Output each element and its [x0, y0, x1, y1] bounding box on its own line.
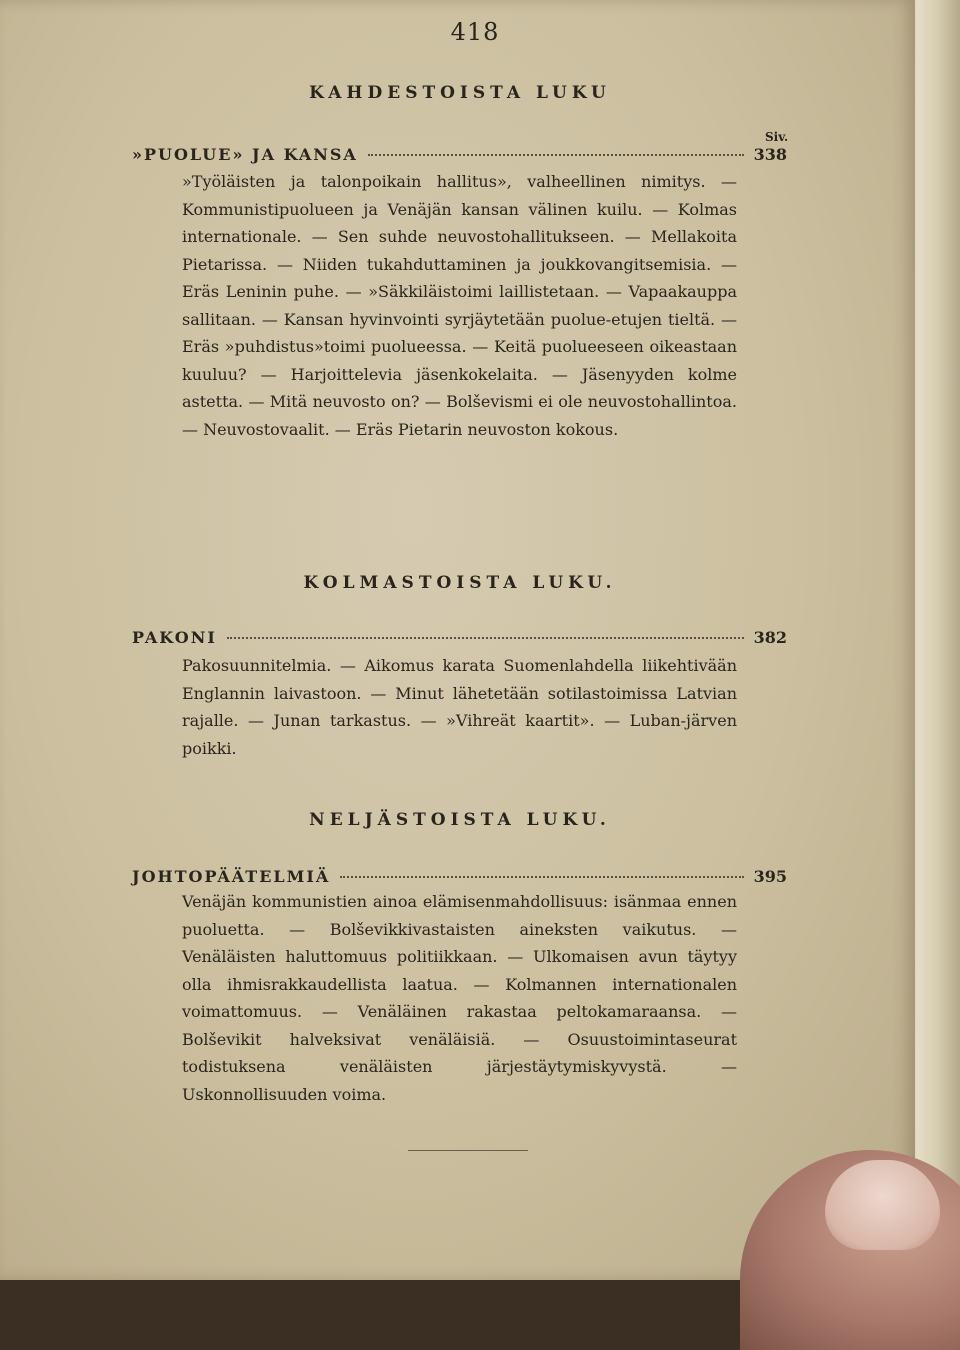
toc-entry-13: [132, 628, 787, 654]
dot-leader: [340, 876, 743, 878]
dot-leader: [227, 637, 744, 639]
chapter-heading-12: KAHDESTOISTA LUKU: [309, 83, 611, 103]
chapter-summary-14: Venäjän kommunistien ainoa elämisenmahdollisuus: isänmaa ennen puoluetta. — Bolševikkivastaisten aineksten vaikutus. — Venäläisten haluttomuus politiikkaan. — Ulkomaisen avun täytyy olla ihmisrakkaudellista laatua. — Kolmannen internationalen voimattomuus. — Venäläinen rakastaa peltokamaraansa. — Bolševikit halveksivat venäläisiä. — Osuustoimintaseurat todistuksena venäläisten järjestäytymiskyvystä. — Uskonnollisuuden voima.: [182, 892, 737, 1104]
dot-leader: [368, 154, 744, 156]
thumbnail: [825, 1160, 940, 1250]
page-column-label: Siv.: [765, 130, 789, 144]
chapter-summary-12: »Työläisten ja talonpoikain hallitus», valheellinen nimitys. — Kommunistipuolueen ja Venäjän kansan välinen kuilu. — Kolmas internationale. — Sen suhde neuvostohallitukseen. — Mellakoita Pietarissa. — Niiden tukahduttaminen ja joukkovangitsemisia. — Eräs Leninin puhe. — »Säkkiläistoimi laillistetaan. — Vapaakauppa sallitaan. — Kansan hyvinvointi syrjäytetään puolue-etujen tieltä. — Eräs »puhdistus»toimi puolueessa. — Keitä puolueeseen oikeastaan kuuluu? — Harjoittelevia jäsenkokelaita. — Jäsenyyden kolme astetta. — Mitä neuvosto on? — Bolševismi ei ole neuvostohallintoa. — Neuvostovaalit. — Eräs Pietarin neuvoston kokous.: [182, 172, 737, 439]
toc-entry-page: 338: [753, 145, 787, 164]
toc-entry-title: »PUOLUE» JA KANSA: [132, 145, 358, 164]
chapter-heading-13: KOLMASTOISTA LUKU.: [303, 573, 617, 593]
toc-entry-title: PAKONI: [132, 628, 217, 647]
page-number: 418: [450, 18, 500, 46]
closing-rule: [408, 1150, 528, 1151]
chapter-heading-14: NELJÄSTOISTA LUKU.: [309, 810, 611, 830]
toc-entry-page: 382: [753, 628, 787, 647]
toc-entry-page: 395: [753, 867, 787, 886]
toc-entry-title: JOHTOPÄÄTELMIÄ: [132, 867, 331, 886]
chapter-summary-13: Pakosuunnitelmia. — Aikomus karata Suomenlahdella liikehtivään Englannin laivastoon. — Minut lähetetään sotilastoimissa Latvian rajalle. — Junan tarkastus. — »Vihreät kaartit». — Luban-järven poikki.: [182, 656, 737, 758]
